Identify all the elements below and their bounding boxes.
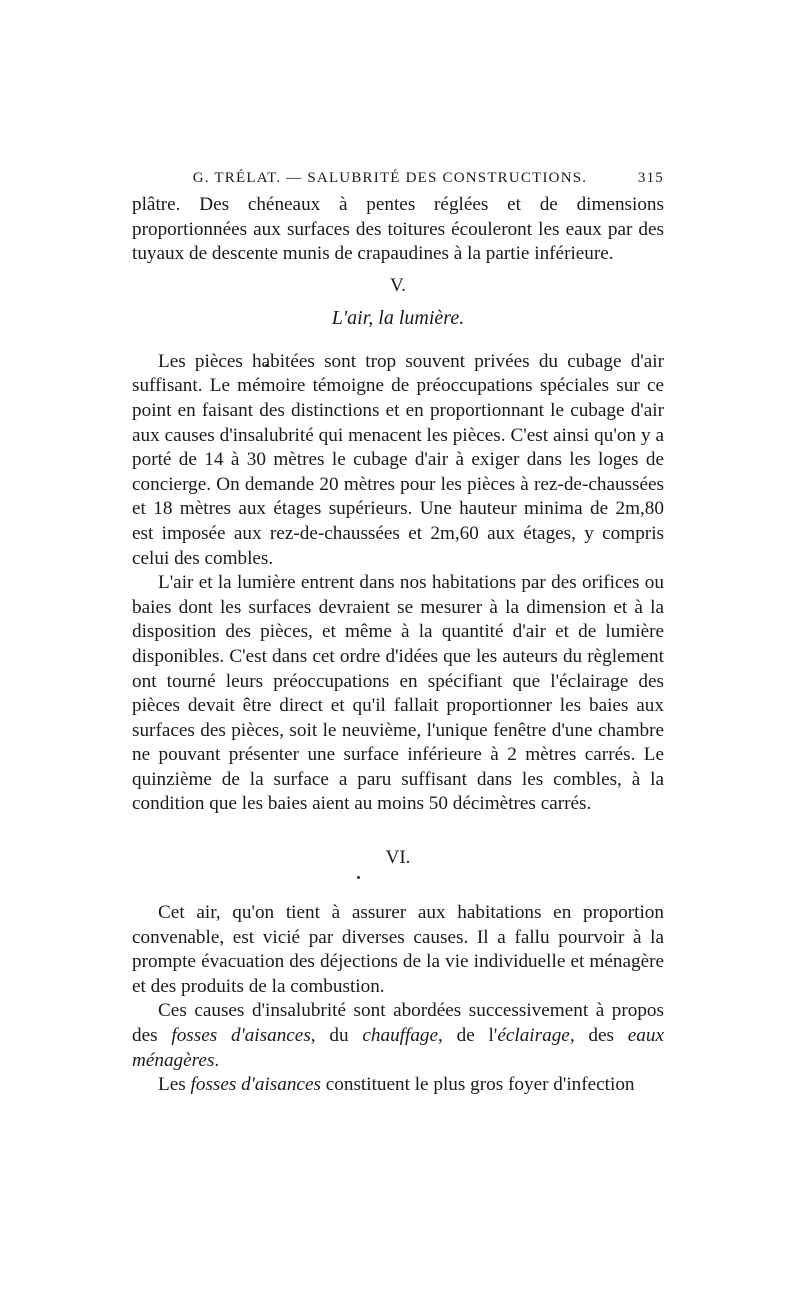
running-head	[132, 170, 664, 187]
para2-sep1: , du	[310, 1025, 363, 1047]
section-v-number: V.	[389, 274, 407, 296]
para2-lead: Ces causes d'insalubrité sont abordées successivement à propos des	[132, 1000, 664, 1047]
para2-sep2: , de l'	[438, 1025, 498, 1047]
term-eclairage: éclairage	[497, 1025, 570, 1047]
term-eaux-menageres: eaux ménagères	[132, 1025, 665, 1071]
book-page	[132, 170, 664, 1098]
page-number: 315	[637, 170, 664, 186]
section-vi-paragraph-2	[132, 999, 664, 1073]
section-vi-paragraph-1: Cet air, qu'on tient à assurer aux habitations en proportion convenable, est vicié par diverses causes. Il a fallu pourvoir à la prompte évacuation des déjections de la vie individuelle et ménagère et des produits de la combustion.	[132, 902, 664, 997]
term-chauffage: chauffage	[362, 1025, 439, 1047]
term-fosses-2: fosses d'aisances	[190, 1074, 321, 1096]
section-vi-paragraph-3	[132, 1073, 664, 1098]
running-head-title: G. TRÉLAT. — SALUBRITÉ DES CONSTRUCTIONS.	[192, 170, 588, 186]
para3-lead: Les	[158, 1074, 191, 1096]
para3-rest: constituent le plus gros foyer d'infection	[320, 1074, 635, 1096]
section-v-paragraph-2: L'air et la lumière entrent dans nos habitations par des orifices ou baies dont les surfaces devraient se mesurer à la dimension et à la disposition des pièces, et même à la quantité d'air et de lumière disponibles. C'est dans cet ordre d'idées que les auteurs du règlement ont tourné leurs préoccupations en spécifiant que l'éclairage des pièces devait être direct et qu'il fallait proportionner les baies aux surfaces des pièces, soit le neuvième, l'unique fenêtre d'une chambre ne pouvant présenter une surface inférieure à 2 mètres carrés. Le quinzième de la surface a paru suffisant dans les combles, à la condition que les baies aient au moins 50 décimètres carrés.	[132, 572, 664, 815]
section-v-paragraph-1: Les pièces habitées sont trop souvent privées du cubage d'air suffisant. Le mémoire témoigne de préoccupations spéciales sur ce point en faisant des distinctions et en proportionnant le cubage d'air aux causes d'insalubrité qui menacent les pièces. C'est ainsi qu'on y a porté de 14 à 30 mètres le cubage d'air à exiger dans les loges de concierge. On demande 20 mètres pour les pièces à rez-de-chaussées et 18 mètres aux étages supérieurs. Une hauteur minima de 2m,80 est imposée aux rez-de-chaussées et 2m,60 aux étages, y compris celui des combles.	[132, 350, 664, 569]
para2-sep3: , des	[569, 1025, 628, 1047]
section-vi-number: VI.	[385, 847, 411, 869]
section-v-title: L'air, la lumière.	[331, 306, 465, 329]
intro-paragraph: plâtre. Des chéneaux à pentes réglées et de dimensions proportionnées aux surfaces des toitures écouleront les eaux par des tuyaux de descente munis de crapaudines à la partie inférieure.	[132, 194, 664, 265]
term-fosses: fosses d'aisances	[171, 1025, 311, 1047]
para2-end: .	[214, 1049, 220, 1071]
